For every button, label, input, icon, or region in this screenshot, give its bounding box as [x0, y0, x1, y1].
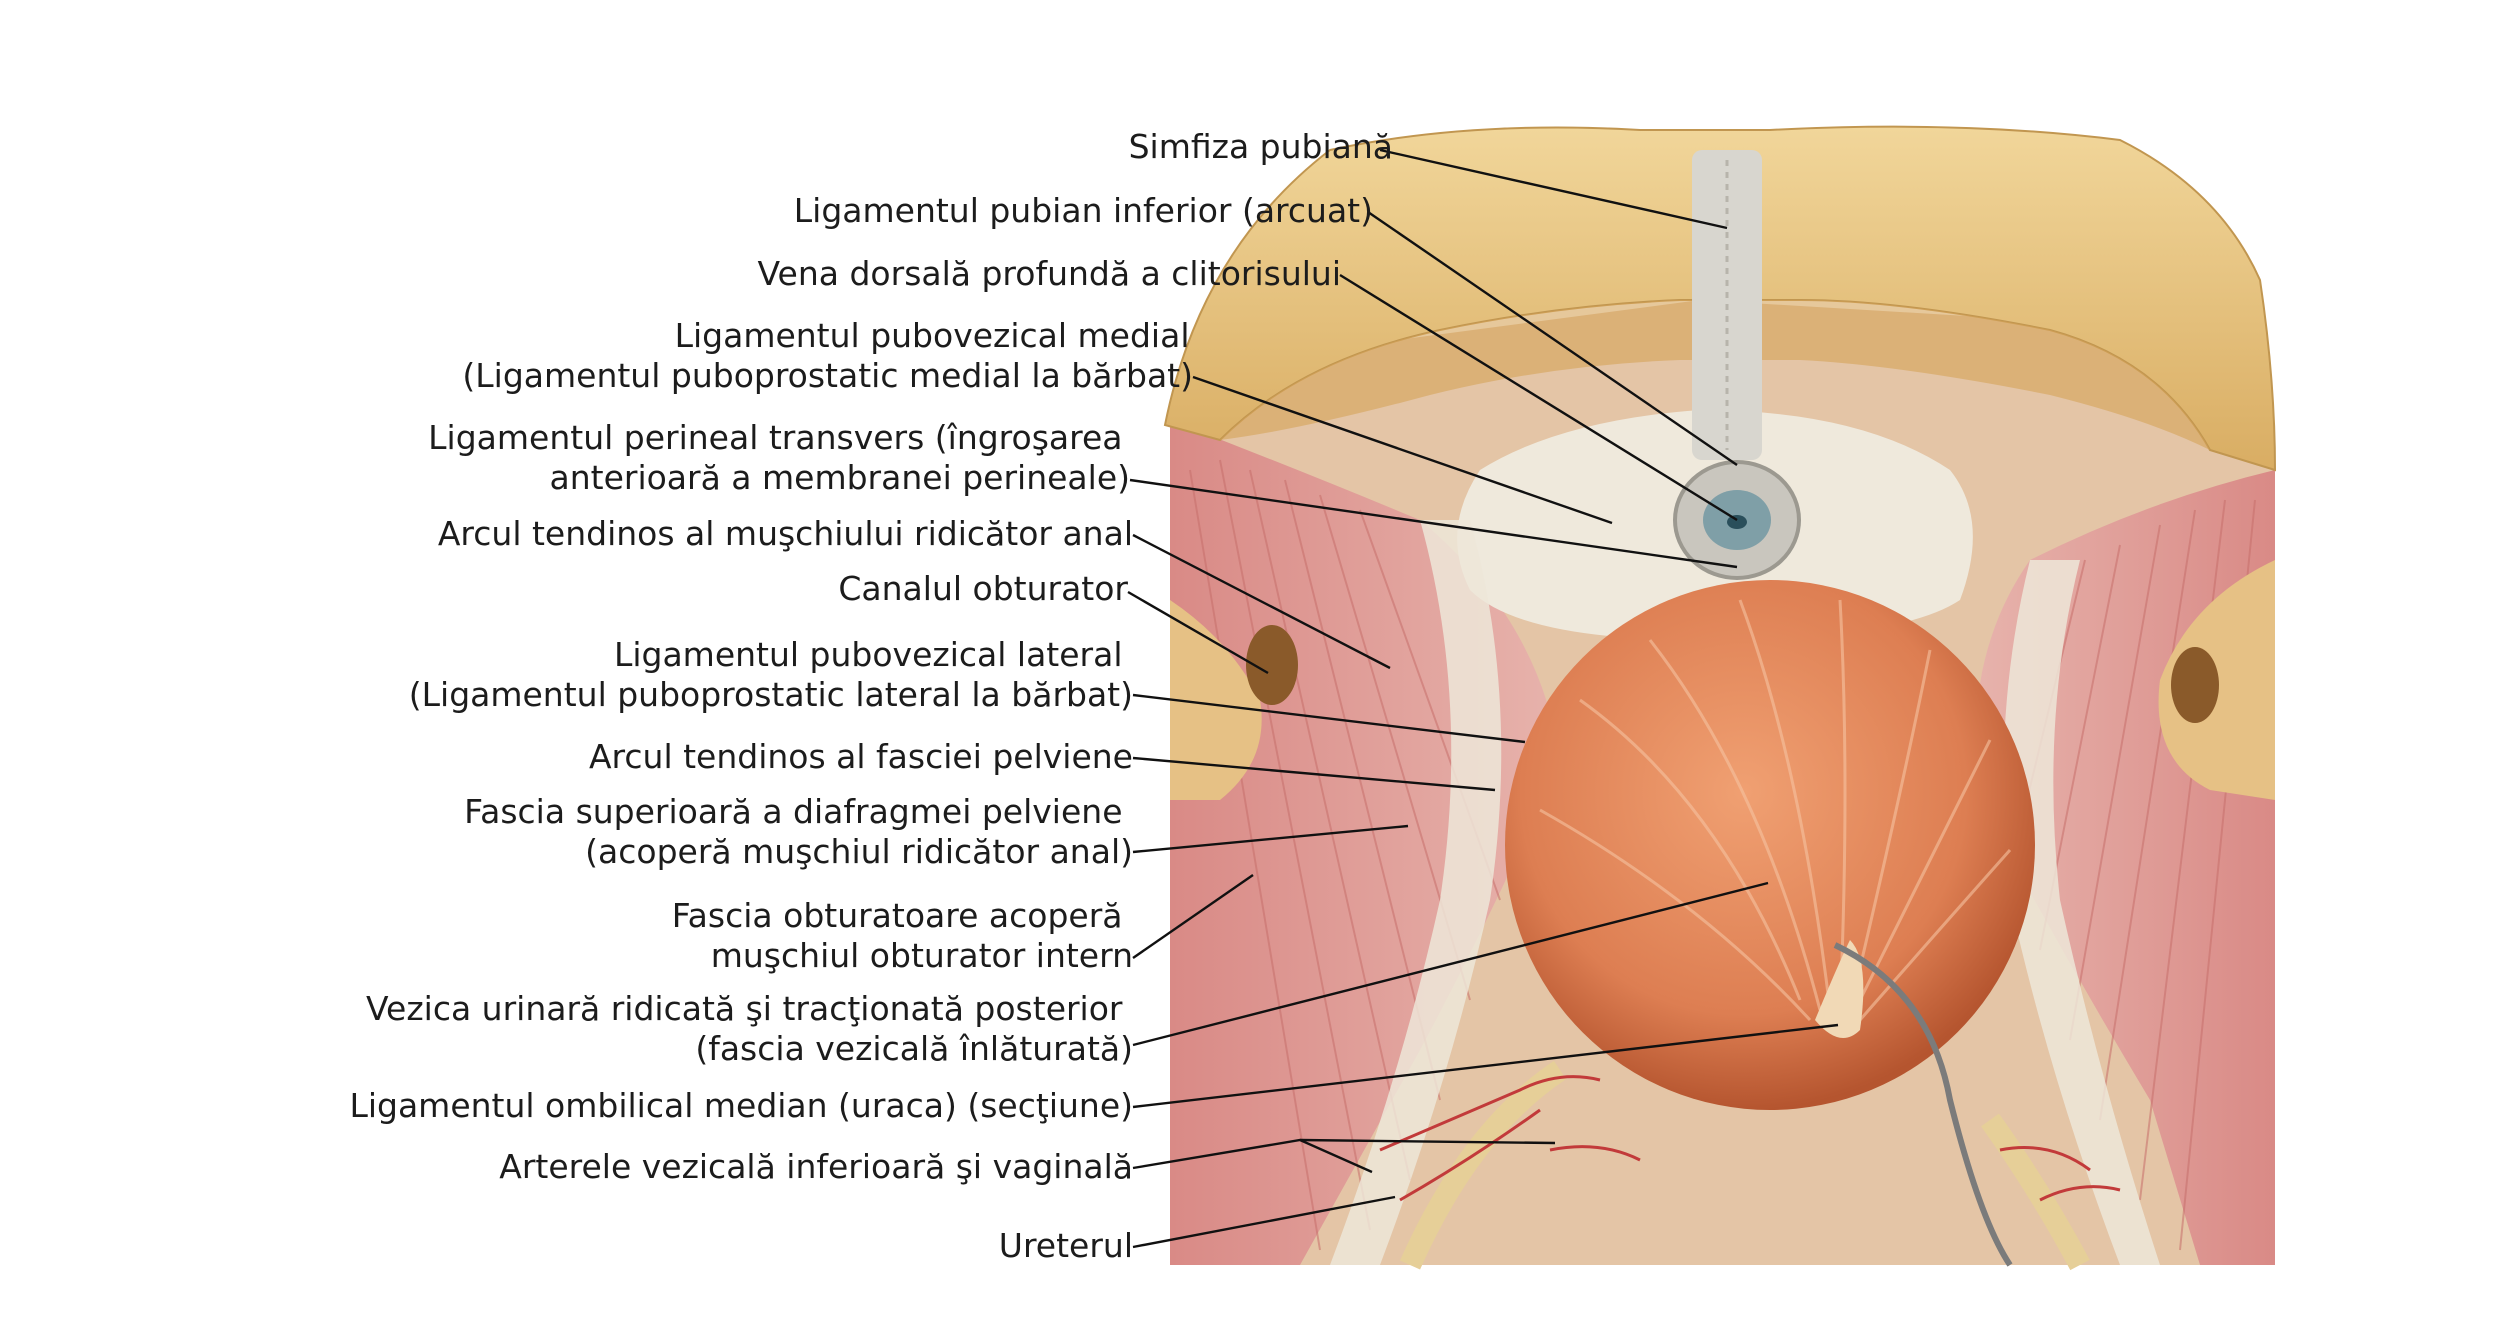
- right-obturator-canal: [2171, 647, 2219, 723]
- label-vezica: Vezica urinară ridicată şi tracţionată posterior (fascia vezicală înlăturată): [366, 989, 1133, 1068]
- label-lig-pubovezical-lateral: Ligamentul pubovezical lateral (Ligamentul puboprostatic lateral la bărbat): [408, 635, 1133, 714]
- label-lig-pubovezical-medial: Ligamentul pubovezical medial (Ligamentul puboprostatic medial la bărbat): [462, 316, 1193, 395]
- label-arcul-ridicator: Arcul tendinos al muşchiului ridicător anal: [437, 514, 1133, 553]
- label-lig-perineal-transvers: Ligamentul perineal transvers (îngroşarea anterioară a membranei perineale): [428, 418, 1130, 497]
- label-arterele: Arterele vezicală inferioară şi vaginală: [499, 1147, 1133, 1186]
- label-simfiza: Simfiza pubiană: [1128, 127, 1393, 166]
- label-canalul-obturator: Canalul obturator: [838, 569, 1128, 608]
- label-fascia-superioara: Fascia superioară a diafragmei pelviene (acoperă muşchiul ridicător anal): [464, 792, 1133, 871]
- label-fascia-obturatoare: Fascia obturatoare acoperă muşchiul obturator intern: [671, 896, 1133, 975]
- label-arcul-fascie: Arcul tendinos al fasciei pelviene: [588, 737, 1133, 776]
- bladder: [1505, 580, 2035, 1110]
- pelvis-illustration: [1165, 127, 2275, 1265]
- label-ureterul: Ureterul: [998, 1226, 1133, 1265]
- label-vena-dorsala: Vena dorsală profundă a clitorisului: [757, 254, 1341, 293]
- label-lig-ombilical: Ligamentul ombilical median (uraca) (secţiune): [349, 1086, 1133, 1125]
- label-lig-pubian-inferior: Ligamentul pubian inferior (arcuat): [793, 191, 1373, 230]
